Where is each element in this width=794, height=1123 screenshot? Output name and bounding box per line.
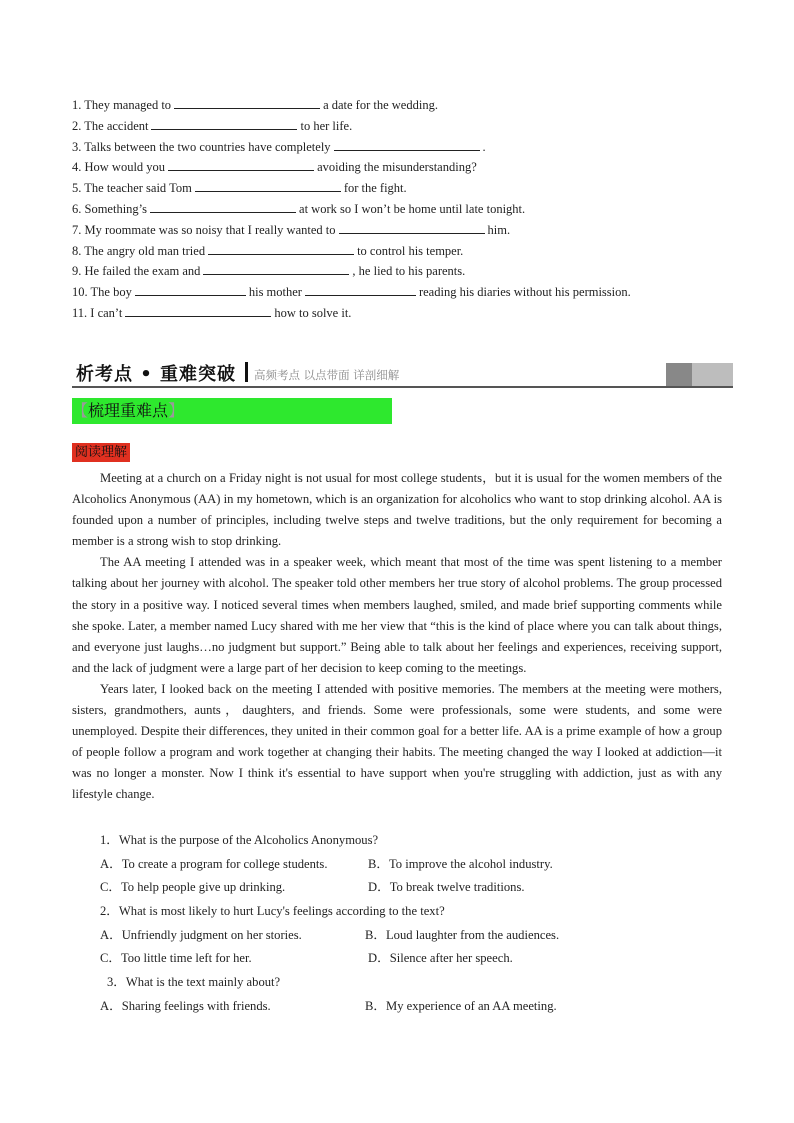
exercise-line: 9. He failed the exam and , he lied to his parents. [72,261,732,282]
header-rule [72,386,733,388]
header-divider [245,362,248,382]
key-points-heading: 【梳理重难点】 [72,398,392,424]
option-d[interactable]: D．Silence after her speech. [368,951,513,966]
passage-paragraph: Meeting at a church on a Friday night is not usual for most college students，but it is usual for the women members of the Alcoholics Anonymous (AA) in my hometown, which is an organization for alcoholics who want to stop drinking alcohol. AA is founded upon a number of principles, including twelve steps and twelve traditions, but the only requirement for becoming a member is a strong wish to stop drinking. [72,471,722,549]
answer-blank[interactable] [305,282,416,296]
option-a[interactable]: A．Unfriendly judgment on her stories. [100,927,302,942]
option-b[interactable]: B．Loud laughter from the audiences. [365,927,560,942]
question-stem: 1．What is the purpose of the Alcoholics Anonymous? [100,833,379,847]
answer-blank[interactable] [174,95,320,109]
answer-blank[interactable] [150,199,296,213]
question-list [72,829,722,1019]
exercise-line: 11. I can’t how to solve it. [72,303,732,324]
answer-blank[interactable] [151,116,297,130]
answer-blank[interactable] [135,282,246,296]
exercise-line: 2. The accident to her life. [72,116,732,137]
option-b[interactable]: B．My experience of an AA meeting. [365,998,557,1013]
exercise-line: 8. The angry old man tried to control his temper. [72,241,732,262]
answer-blank[interactable] [195,178,341,192]
exercise-line: 5. The teacher said Tom for the fight. [72,178,732,199]
option-c[interactable]: C．Too little time left for her. [100,951,252,966]
option-row [72,924,722,948]
exercise-line: 6. Something’s at work so I won’t be home until late tonight. [72,199,732,220]
fill-in-exercise [72,95,732,324]
answer-blank[interactable] [168,157,314,171]
answer-blank[interactable] [208,241,354,255]
question-stem: 2．What is most likely to hurt Lucy's feelings according to the text? [100,904,445,919]
option-row [72,853,722,877]
section-subtitle: 高频考点 以点带面 详剖细解 [254,368,400,382]
passage-paragraph: The AA meeting I attended was in a speaker week, which meant that most of the time was spent listening to a member talking about her journey with alcohol. The speaker told other members her true story of alcohol problems. The group processed the story in a positive way. I noticed several times when members laughed, smiled, and made brief supporting comments while she spoke. Later, a member named Lucy shared with me her view that “this is the kind of place where you can talk about things, and everyone just laughs…no judgment but support.” Being able to talk about her feelings and experiences, receiving support, and the lack of judgment were a large part of her decision to keep coming to the meetings. [72,555,722,675]
answer-blank[interactable] [334,137,480,151]
option-a[interactable]: A．Sharing feelings with friends. [100,998,271,1013]
exercise-line: 10. The boy his mother reading his diaries without his permission. [72,282,732,303]
header-light-block [692,363,733,386]
reading-passage [72,468,722,806]
answer-blank[interactable] [339,220,485,234]
section-header [72,356,733,388]
option-row [72,947,722,971]
option-b[interactable]: B．To improve the alcohol industry. [368,856,553,871]
question-stem: 3．What is the text mainly about? [107,975,281,990]
passage-paragraph: Years later, I looked back on the meeting I attended with positive memories. The members at the meeting were mothers, sisters, grandmothers, aunts，daughters, and friends. Some were professionals, some were students, and some were unemployed. Despite their differences, they united in their common goal for a better life. AA is a prime example of how a group of people follow a program and work together at changing their habits. The meeting changed the way I looked at addiction—it was no longer a monster. Now I think it's essential to have support when you're struggling with addiction, just as with any lifestyle change. [72,681,722,802]
option-c[interactable]: C．To help people give up drinking. [100,880,286,895]
answer-blank[interactable] [203,261,349,275]
answer-blank[interactable] [125,303,271,317]
exercise-line: 1. They managed to a date for the wedding. [72,95,732,116]
reading-comprehension-tag: 阅读理解 [72,443,130,462]
header-dark-block [666,363,692,386]
exercise-line: 7. My roommate was so noisy that I really wanted to him. [72,220,732,241]
section-title: 析考点 • 重难突破 [76,364,237,385]
option-d[interactable]: D．To break twelve traditions. [368,880,525,895]
option-a[interactable]: A．To create a program for college students. [100,856,328,871]
option-row [72,995,722,1019]
option-row [72,876,722,900]
exercise-line: 3. Talks between the two countries have completely . [72,137,732,158]
exercise-line: 4. How would you avoiding the misunderstanding? [72,157,732,178]
